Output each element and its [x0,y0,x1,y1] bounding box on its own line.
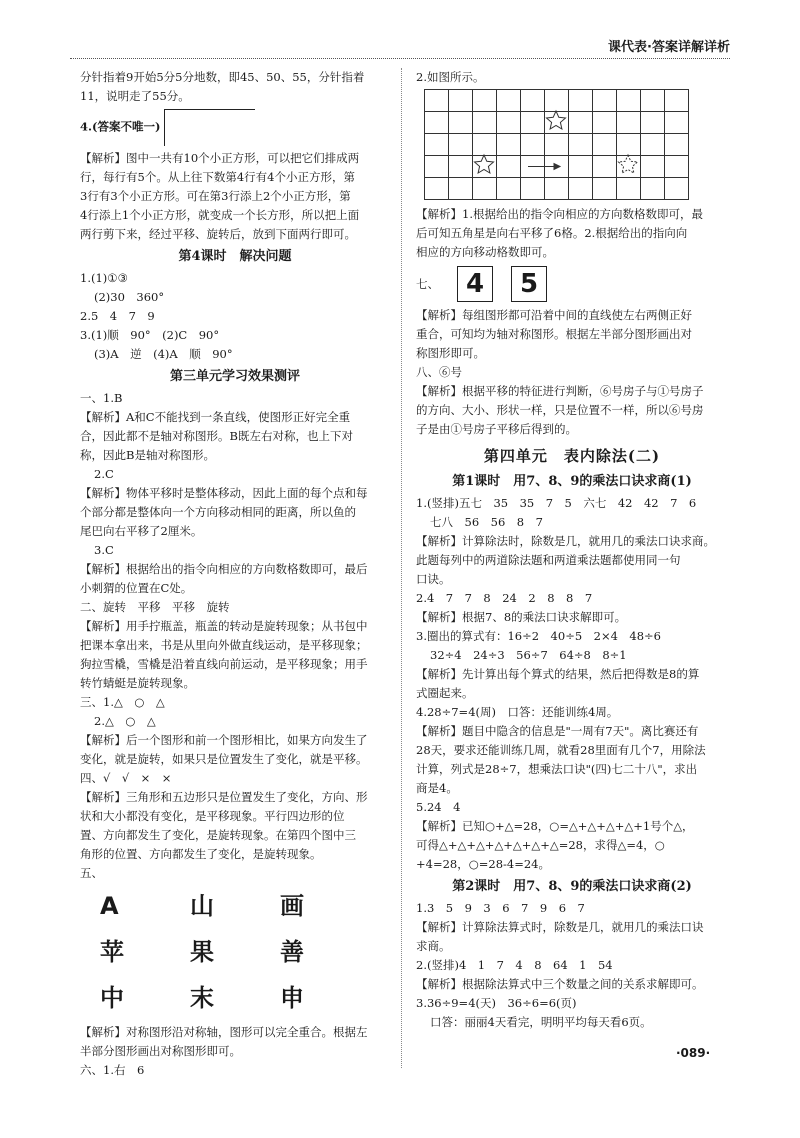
explanation-line: 合，因此都不是轴对称图形。B既左右对称，也上下对 [80,429,353,443]
text-line: 11，说明走了55分。 [80,89,190,103]
text-line: 分针指着9开始5分5分地数，即45、50、55，分针指着 [80,70,365,84]
explanation-line: 半部分图形画出对称图形即可。 [80,1044,241,1058]
explanation-line: 【解析】根据给出的指令向相应的方向数格数即可，最后 [80,562,368,576]
explanation-line: 可得△+△+△+△+△+△+△=28，求得△=4，○ [416,838,665,852]
answer-line: 六、1.右 6 [80,1063,145,1077]
explanation-line: 式圈起来。 [416,686,474,700]
answer-line: 1.(1)①③ [80,271,128,285]
explanation-line: 【解析】物体平移时是整体移动，因此上面的每个点和每 [80,486,368,500]
answer-line: 2.△ ○ △ [94,714,156,728]
explanation-line: 口诀。 [416,572,451,586]
explanation-line: 个部分都是整体向一个方向移动相同的距离，所以鱼的 [80,505,356,519]
section-heading: 第4课时 解决问题 [178,249,292,264]
answer-line: 三、1.△ ○ △ [80,695,165,709]
page-header [70,36,730,59]
header-title: 课代表·答案详解详析 [608,40,730,55]
answer-line: 3.(1)顺 90° (2)C 90° [80,328,220,342]
explanation-line: 【解析】A和C不能找到一条直线，使图形正好完全重 [80,410,351,424]
symmetric-char: A [100,892,119,920]
answer-line: 四、√ √ × × [80,771,172,785]
explanation-line: 后可知五角星是向右平移了6格。2.根据给出的指向向 [416,226,688,240]
column-divider [401,68,402,1068]
explanation-line: 【解析】1.根据给出的指令向相应的方向数格数即可，最 [416,207,703,221]
symmetric-char: 善 [280,938,304,966]
answer-line: 一、1.B [80,391,123,405]
explanation-line: 行，每行有5个。从上往下数第4行有4个小正方形，第 [80,170,355,184]
explanation-line: 计算，列式是28÷7，想乘法口诀"(四)七二十八"，求出 [416,762,698,776]
figure-digit: 5 [519,268,539,299]
star-icon [475,155,494,173]
explanation-line: 称，因此B是轴对称图形。 [80,448,215,462]
answer-line: 2.如图所示。 [416,70,485,84]
answer-line: 五、 [80,866,103,880]
symmetric-char: 果 [190,938,214,966]
explanation-line: 【解析】计算除法算式时，除数是几，就用几的乘法口诀 [416,920,704,934]
explanation-line: 子是由①号房子平移后得到的。 [416,422,577,436]
unit-heading: 第四单元 表内除法(二) [483,447,661,465]
answer-line: 1.(竖排)五七 35 35 7 5 六七 42 42 7 6 [416,496,697,510]
explanation-line: 称图形即可。 [416,346,485,360]
explanation-line: 【解析】图中一共有10个小正方形，可以把它们排成两 [80,151,360,165]
explanation-line: 【解析】计算除法时，除数是几，就用几的乘法口诀求商。 [416,534,715,548]
explanation-line: 的方向、大小、形状一样，只是位置不一样，所以⑥号房 [416,403,704,417]
section-heading: 第2课时 用7、8、9的乘法口诀求商(2) [452,879,692,894]
explanation-line: 商是4。 [416,781,458,795]
symmetric-char: 申 [280,984,304,1012]
answer-line: 2.5 4 7 9 [80,309,155,323]
symmetric-char: 山 [190,892,214,920]
star-icon [547,111,566,129]
answer-line: 3.C [94,543,114,557]
explanation-line: 【解析】根据平移的特征进行判断，⑥号房子与①号房子 [416,384,704,398]
answer-line: (3)A 逆 (4)A 顺 90° [94,347,233,361]
explanation-line: 把课本拿出来，书是从里向外做直线运动，是平移现象； [80,638,368,652]
explanation-line: 相应的方向移动格数即可。 [416,245,554,259]
symmetric-char: 画 [280,892,304,920]
explanation-line: 转竹蜻蜓是旋转现象。 [80,676,195,690]
answer-line: 2.C [94,467,114,481]
grid-lines [424,89,689,200]
answer-line: 2.(竖排)4 1 7 4 8 64 1 54 [416,958,613,972]
symmetric-char: 苹 [100,938,124,966]
star-icon [619,155,638,173]
explanation-line: 狗拉雪橇，雪橇是沿着直线向前运动，是平移现象；用手 [80,657,368,671]
question-label: 七、 [416,276,439,291]
right-column [416,68,728,1032]
answer-line: 1.3 5 9 3 6 7 9 6 7 [416,901,585,915]
explanation-line: 28天，要求还能训练几周，就看28里面有几个7，用除法 [416,743,706,757]
explanation-line: 两行剪下来，经过平移、旋转后，放到下面两行即可。 [80,227,356,241]
symmetric-char: 中 [100,984,124,1012]
explanation-line: 状和大小都没有变化，是平移现象。平行四边形的位 [80,809,345,823]
grid-figure [424,89,690,201]
explanation-line: 变化，就是旋转，如果只是位置发生了变化，就是平移。 [80,752,368,766]
answer-line: 七八 56 56 8 7 [430,515,543,529]
square-grid-figure [164,109,255,146]
figure-digit: 4 [465,268,485,299]
explanation-line: 尾巴向右平移了2厘米。 [80,524,203,538]
explanation-line: 【解析】对称图形沿对称轴，图形可以完全重合。根据左 [80,1025,368,1039]
symmetric-characters-figure [100,887,390,1017]
explanation-line: 4行添上1个小正方形，就变成一个长方形，所以把上面 [80,208,360,222]
answer-line: 二、旋转 平移 平移 旋转 [80,600,230,614]
answer-line: 2.4 7 7 8 24 2 8 8 7 [416,591,593,605]
answer-line: (2)30 360° [94,290,165,304]
explanation-line: 置、方向都发生了变化，是旋转现象。在第四个图中三 [80,828,356,842]
question-label: 4.(答案不唯一) [80,119,161,134]
explanation-line: 【解析】根据除法算式中三个数量之间的关系求解即可。 [416,977,704,991]
explanation-line: 【解析】已知○+△=28，○=△+△+△+△+1号个△， [416,819,694,833]
explanation-line: 【解析】后一个图形和前一个图形相比，如果方向发生了 [80,733,368,747]
explanation-line: 3行有3个小正方形。可在第3行添上2个小正方形，第 [80,189,351,203]
explanation-line: 【解析】三角形和五边形只是位置发生了变化，方向、形 [80,790,368,804]
text-line [80,109,390,146]
answer-line: 3.圈出的算式有：16÷2 40÷5 2×4 48÷6 [416,629,661,643]
explanation-line: 求商。 [416,939,451,953]
explanation-line: 角形的位置、方向都发生了变化，是旋转现象。 [80,847,322,861]
answer-line: 八、⑥号 [416,365,462,379]
answer-line: 口答：丽丽4天看完，明明平均每天看6页。 [430,1015,652,1029]
explanation-line: 此题每列中的两道除法题和两道乘法题都使用同一句 [416,553,681,567]
answer-line: 32÷4 24÷3 56÷7 64÷8 8÷1 [430,648,627,662]
explanation-line: 【解析】先计算出每个算式的结果，然后把得数是8的算 [416,667,700,681]
answer-line: 4.28÷7=4(周) 口答：还能训练4周。 [416,705,619,719]
question-7 [416,266,728,302]
explanation-line: 【解析】题目中隐含的信息是"一周有7天"。离比赛还有 [416,724,699,738]
explanation-line: 【解析】用手拧瓶盖，瓶盖的转动是旋转现象；从书包中 [80,619,368,633]
answer-line: 5.24 4 [416,800,461,814]
explanation-line: +4=28，○=28-4=24。 [416,857,550,871]
left-column [80,68,390,1080]
page-number: ·089· [676,1046,711,1060]
symmetric-figure-4 [457,266,493,302]
symmetric-figure-5 [511,266,547,302]
explanation-line: 重合，可知均为轴对称图形。根据左半部分图形画出对 [416,327,692,341]
symmetric-char: 末 [190,984,214,1012]
explanation-line: 小刺猬的位置在C处。 [80,581,193,595]
section-heading: 第1课时 用7、8、9的乘法口诀求商(1) [452,474,692,489]
explanation-line: 【解析】根据7、8的乘法口诀求解即可。 [416,610,627,624]
answer-line: 3.36÷9=4(天) 36÷6=6(页) [416,996,577,1010]
explanation-line: 【解析】每组图形都可沿着中间的直线使左右两侧正好 [416,308,692,322]
section-heading: 第三单元学习效果测评 [169,369,300,384]
